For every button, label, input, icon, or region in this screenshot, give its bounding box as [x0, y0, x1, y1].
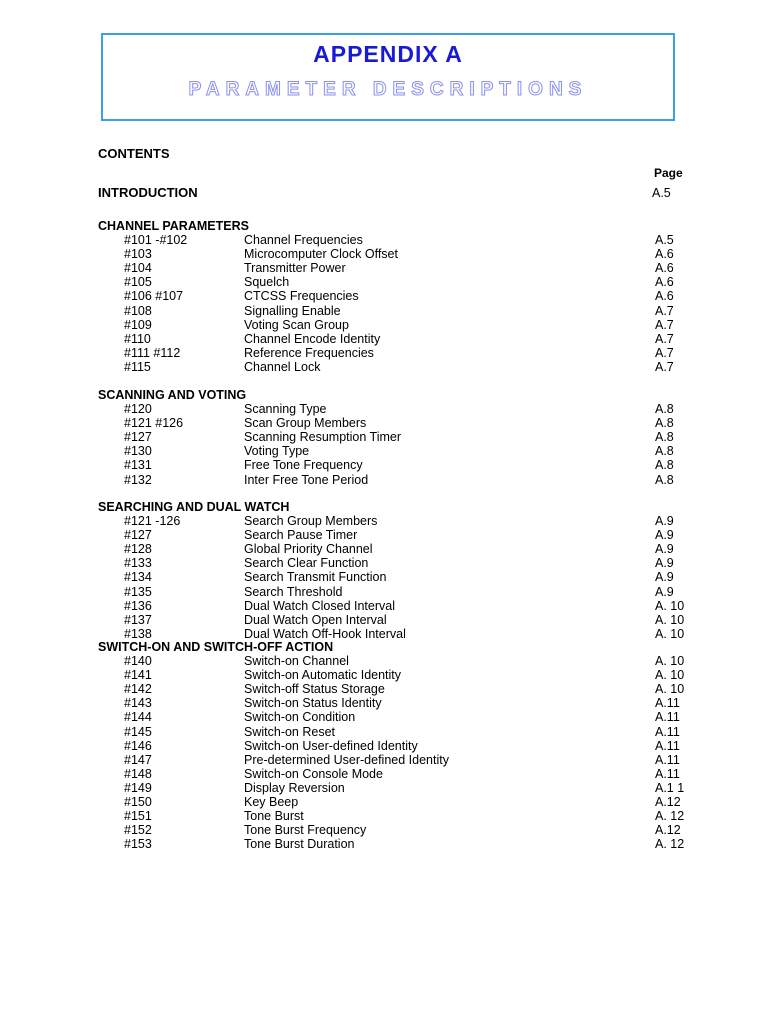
- parameter-code: #147: [124, 752, 152, 767]
- parameter-description: Channel Lock: [244, 359, 321, 374]
- toc-row: [0, 233, 768, 247]
- parameter-code: #121 -126: [124, 514, 181, 528]
- parameter-description: Key Beep: [244, 795, 299, 809]
- page-number: A.9: [655, 528, 674, 543]
- page-number: A.8: [655, 402, 674, 416]
- section-heading: SWITCH-ON AND SWITCH-OFF ACTION: [98, 640, 334, 654]
- toc-row: [0, 823, 768, 837]
- parameter-code: #101 -#102: [124, 233, 188, 247]
- page-number: A.7: [655, 331, 674, 346]
- page-number: A.12: [655, 823, 681, 838]
- parameter-description: Switch-on Status Identity: [244, 696, 382, 711]
- parameter-code: #111 #112: [124, 345, 181, 360]
- page-number: A. 12: [655, 837, 685, 852]
- page-number: A.8: [655, 472, 674, 487]
- appendix-title: APPENDIX A: [313, 41, 463, 67]
- parameter-description: Tone Burst Duration: [244, 837, 355, 852]
- toc-row: [0, 473, 768, 487]
- parameter-description: Scan Group Members: [244, 416, 367, 431]
- parameter-code: #105: [124, 275, 152, 290]
- parameter-description: Tone Burst Frequency: [244, 823, 367, 838]
- page-number: A.5: [655, 233, 674, 247]
- parameter-description: Search Group Members: [244, 514, 378, 528]
- parameter-code: #151: [124, 809, 152, 824]
- page-number: A.8: [655, 458, 674, 473]
- parameter-code: #152: [124, 823, 152, 838]
- page-number: A.7: [655, 317, 674, 332]
- section-heading: SCANNING AND VOTING: [98, 388, 247, 402]
- parameter-description: Reference Frequencies: [244, 345, 374, 360]
- parameter-description: Microcomputer Clock Offset: [244, 247, 398, 262]
- page-number: A.11: [655, 696, 680, 711]
- toc-row: [0, 809, 768, 823]
- page-number: A. 10: [655, 654, 685, 668]
- parameter-code: #106 #107: [124, 289, 184, 304]
- parameter-description: Channel Encode Identity: [244, 331, 381, 346]
- parameter-description: Scanning Type: [244, 402, 327, 416]
- parameter-code: #148: [124, 766, 152, 781]
- parameter-description: Signalling Enable: [244, 303, 341, 318]
- toc-row: [0, 430, 768, 444]
- page-column-heading: Page: [654, 166, 683, 180]
- toc-row: [0, 682, 768, 696]
- parameter-description: Squelch: [244, 275, 290, 290]
- toc-row: [0, 289, 768, 303]
- parameter-code: #128: [124, 542, 152, 557]
- parameter-description: Free Tone Frequency: [244, 458, 363, 473]
- toc-row: [0, 247, 768, 261]
- toc-row: [0, 654, 768, 668]
- toc-row: [0, 696, 768, 710]
- toc-row: [0, 739, 768, 753]
- page-number: A. 12: [655, 809, 685, 824]
- parameter-description: Transmitter Power: [244, 261, 346, 276]
- page-number: A.6: [655, 275, 674, 290]
- introduction-entry: [98, 185, 688, 201]
- page-number: A.6: [655, 261, 674, 276]
- parameter-code: #110: [124, 331, 151, 346]
- parameter-code: #127: [124, 430, 152, 445]
- parameter-description: Switch-on Console Mode: [244, 766, 383, 781]
- parameter-code: #141: [124, 668, 152, 683]
- parameter-code: #108: [124, 303, 152, 318]
- parameter-code: #131: [124, 458, 152, 473]
- parameter-description: CTCSS Frequencies: [244, 289, 359, 304]
- page-number: A.6: [655, 289, 674, 304]
- parameter-description: Inter Free Tone Period: [244, 472, 369, 487]
- parameter-description: Dual Watch Off-Hook Interval: [244, 626, 406, 641]
- toc-row: [0, 668, 768, 682]
- page-number: A. 10: [655, 626, 685, 641]
- parameter-description: Search Transmit Function: [244, 570, 387, 585]
- parameter-description: Dual Watch Open Interval: [244, 612, 387, 627]
- parameter-description: Scanning Resumption Timer: [244, 430, 402, 445]
- parameter-description: Switch-on User-defined Identity: [244, 738, 418, 753]
- page-number: A.9: [655, 556, 674, 571]
- parameter-code: #127: [124, 528, 152, 543]
- appendix-subtitle: PARAMETER DESCRIPTIONS: [188, 79, 588, 100]
- parameter-code: #121 #126: [124, 416, 184, 431]
- parameter-description: Switch-off Status Storage: [244, 682, 385, 697]
- parameter-code: #138: [124, 626, 152, 641]
- parameter-code: #133: [124, 556, 152, 571]
- toc-row: [0, 599, 768, 613]
- parameter-description: Dual Watch Closed Interval: [244, 598, 395, 613]
- toc-row: [0, 261, 768, 275]
- title-box: [101, 33, 675, 121]
- toc-row: [0, 837, 768, 851]
- toc-row: [0, 318, 768, 332]
- parameter-code: #145: [124, 724, 152, 739]
- toc-row: [0, 528, 768, 542]
- parameter-code: #130: [124, 444, 152, 459]
- toc-row: [0, 304, 768, 318]
- toc-row: [0, 795, 768, 809]
- toc-row: [0, 346, 768, 360]
- toc-row: [0, 332, 768, 346]
- page-number: A.9: [655, 584, 674, 599]
- toc-row: [0, 767, 768, 781]
- toc-row: [0, 585, 768, 599]
- toc-row: [0, 556, 768, 570]
- parameter-description: Tone Burst: [244, 809, 304, 824]
- page-number: A.11: [655, 752, 680, 767]
- parameter-description: Voting Scan Group: [244, 317, 349, 332]
- toc-row: [0, 514, 768, 528]
- page-number: A.8: [655, 444, 674, 459]
- page-number: A.7: [655, 359, 674, 374]
- parameter-description: Switch-on Channel: [244, 654, 349, 668]
- parameter-code: #120: [124, 402, 152, 416]
- parameter-code: #137: [124, 612, 152, 627]
- parameter-code: #149: [124, 780, 152, 795]
- parameter-code: #136: [124, 598, 152, 613]
- page-number: A.11: [655, 738, 680, 753]
- introduction-page: A.5: [652, 186, 671, 200]
- page-number: A.9: [655, 570, 674, 585]
- toc-row: [0, 458, 768, 472]
- toc-row: [0, 627, 768, 641]
- parameter-description: Search Clear Function: [244, 556, 369, 571]
- toc-row: [0, 275, 768, 289]
- page-number: A.8: [655, 430, 674, 445]
- page-number: A.8: [655, 416, 674, 431]
- toc-row: [0, 725, 768, 739]
- page-number: A.11: [655, 710, 680, 725]
- page-number: A.6: [655, 247, 674, 262]
- parameter-code: #104: [124, 261, 152, 276]
- toc-row: [0, 753, 768, 767]
- page-number: A.1 1: [655, 780, 685, 795]
- parameter-description: Switch-on Automatic Identity: [244, 668, 402, 683]
- parameter-description: Search Pause Timer: [244, 528, 358, 543]
- parameter-code: #144: [124, 710, 152, 725]
- parameter-code: #135: [124, 584, 152, 599]
- page-number: A. 10: [655, 682, 685, 697]
- section-heading: SEARCHING AND DUAL WATCH: [98, 500, 290, 514]
- parameter-description: Search Threshold: [244, 584, 343, 599]
- introduction-label: INTRODUCTION: [98, 185, 198, 200]
- parameter-code: #103: [124, 247, 152, 262]
- toc-row: [0, 360, 768, 374]
- contents-heading: CONTENTS: [98, 146, 170, 161]
- parameter-code: #140: [124, 654, 152, 668]
- parameter-code: #142: [124, 682, 152, 697]
- toc-row: [0, 416, 768, 430]
- parameter-description: Switch-on Condition: [244, 710, 356, 725]
- parameter-code: #115: [124, 359, 151, 374]
- toc-row: [0, 710, 768, 724]
- page-number: A.12: [655, 795, 681, 809]
- page-number: A. 10: [655, 668, 685, 683]
- parameter-code: #109: [124, 317, 152, 332]
- page-number: A.7: [655, 345, 674, 360]
- parameter-description: Switch-on Reset: [244, 724, 336, 739]
- page-number: A.9: [655, 542, 674, 557]
- page-number: A.11: [655, 724, 680, 739]
- parameter-code: #143: [124, 696, 152, 711]
- parameter-description: Display Reversion: [244, 780, 345, 795]
- page-number: A.11: [655, 766, 680, 781]
- section-heading: CHANNEL PARAMETERS: [98, 219, 249, 233]
- parameter-description: Voting Type: [244, 444, 310, 459]
- parameter-description: Global Priority Channel: [244, 542, 373, 557]
- toc-row: [0, 781, 768, 795]
- toc-row: [0, 444, 768, 458]
- parameter-code: #134: [124, 570, 152, 585]
- parameter-description: Pre-determined User-defined Identity: [244, 752, 449, 767]
- page-number: A. 10: [655, 612, 685, 627]
- page-number: A.7: [655, 303, 674, 318]
- page-number: A.9: [655, 514, 674, 528]
- parameter-code: #150: [124, 795, 152, 809]
- parameter-code: #132: [124, 472, 152, 487]
- toc-row: [0, 570, 768, 584]
- parameter-code: #146: [124, 738, 152, 753]
- toc-row: [0, 613, 768, 627]
- toc-row: [0, 542, 768, 556]
- parameter-code: #153: [124, 837, 152, 852]
- toc-row: [0, 402, 768, 416]
- parameter-description: Channel Frequencies: [244, 233, 363, 247]
- page-number: A. 10: [655, 598, 685, 613]
